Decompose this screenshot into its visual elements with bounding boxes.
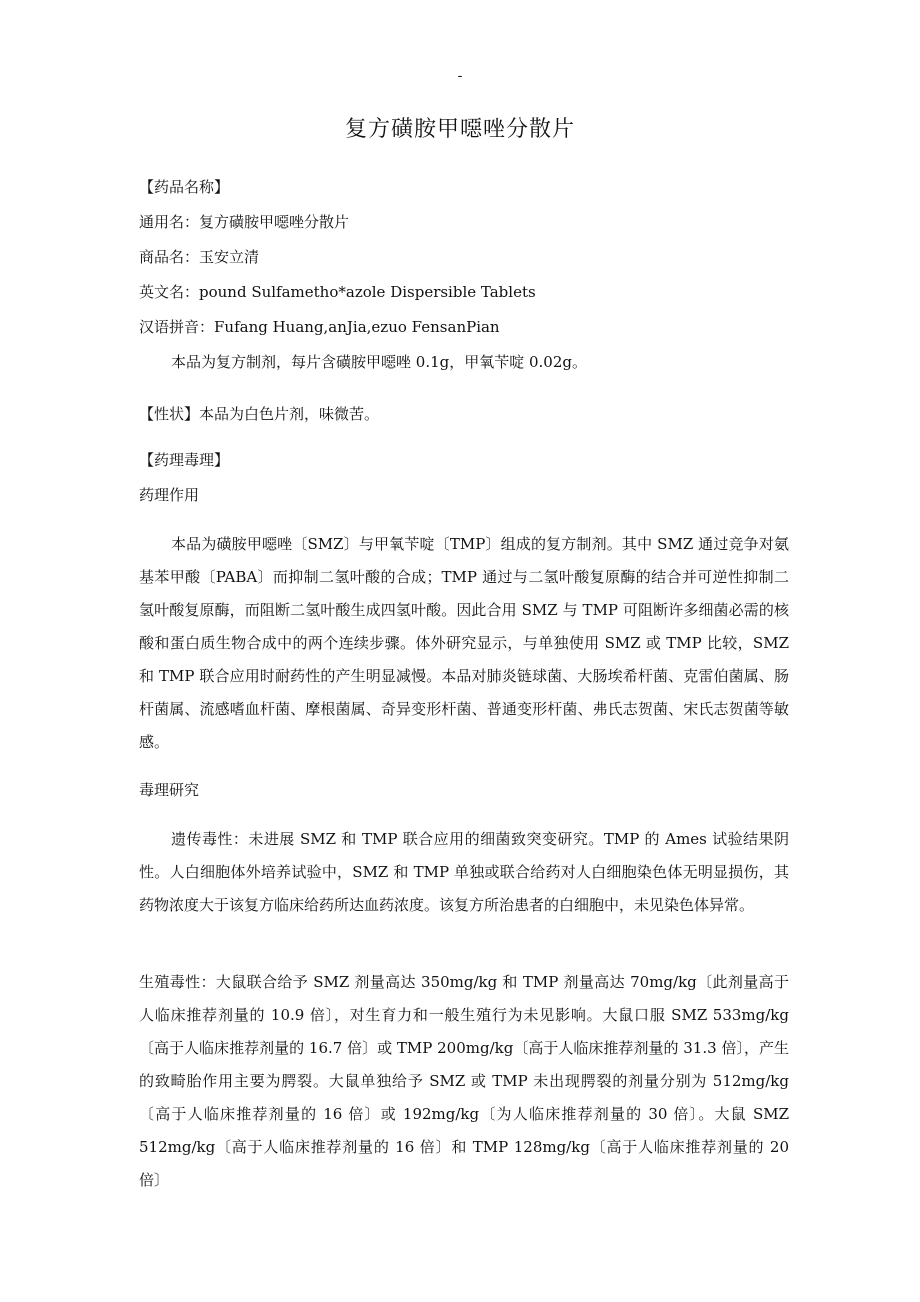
- pharmacology-text: 本品为磺胺甲噁唑〔SMZ〕与甲氧苄啶〔TMP〕组成的复方制剂。其中 SMZ 通过竞争对氨基苯甲酸〔PABA〕而抑制二氢叶酸的合成；TMP 通过与二氢叶酸复原酶的结合并可逆性抑制二氢叶酸复原酶，而阻断二氢叶酸生成四氢叶酸。因此合用 SMZ 与 TMP 可阻断许多细菌必需的核酸和蛋白质生物合成中的两个连续步骤。体外研究显示，与单独使用 SMZ 或 TMP 比较，SMZ 和 TMP 联合应用时耐药性的产生明显减慢。本品对肺炎链球菌、大肠埃希杆菌、克雷伯菌属、肠杆菌属、流感嗜血杆菌、摩根菌属、奇异变形杆菌、普通变形杆菌、弗氏志贺菌、宋氏志贺菌等敏感。: [139, 535, 789, 751]
- section-heading-drug-name: 【药品名称】: [139, 178, 230, 196]
- section-heading-pharm-tox: 【药理毒理】: [139, 451, 230, 469]
- pinyin-name: 汉语拼音：Fufang Huang,anJia,ezuo FensanPian: [139, 318, 500, 336]
- english-name: 英文名：pound Sulfametho*azole Dispersible Tablets: [139, 283, 536, 301]
- reproductive-toxicity-text: 生殖毒性：大鼠联合给予 SMZ 剂量高达 350mg/kg 和 TMP 剂量高达 70mg/kg〔此剂量高于人临床推荐剂量的 10.9 倍〕，对生育力和一般生殖行为未见影响。大鼠口服 SMZ 533mg/kg〔高于人临床推荐剂量的 16.7 倍〕或 TMP 200mg/kg〔高于人临床推荐剂量的 31.3 倍〕，产生的致畸胎作用主要为腭裂。大鼠单独给予 SMZ 或 TMP 未出现腭裂的剂量分别为 512mg/kg 〔高于人临床推荐剂量的 16 倍〕或 192mg/kg〔为人临床推荐剂量的 30 倍〕。大鼠 SMZ 512mg/kg〔高于人临床推荐剂量的 16 倍〕和 TMP 128mg/kg〔高于人临床推荐剂量的 20 倍〕: [139, 973, 789, 1189]
- document-title: 复方磺胺甲噁唑分散片: [344, 117, 575, 142]
- page-marker: -: [457, 68, 463, 84]
- composition-text: 本品为复方制剂，每片含磺胺甲噁唑 0.1g，甲氧苄啶 0.02g。: [171, 353, 587, 371]
- pharm-tox-block: [139, 443, 789, 513]
- toxicology-heading: 毒理研究: [139, 781, 200, 799]
- genotoxicity-text: 遗传毒性：未进展 SMZ 和 TMP 联合应用的细菌致突变研究。TMP 的 Ames 试验结果阴性。人白细胞体外培养试验中，SMZ 和 TMP 单独或联合给药对人白细胞染色体无明显损伤，其药物浓度大于该复方临床给药所达血药浓度。该复方所治患者的白细胞中，未见染色体异常。: [139, 830, 789, 914]
- pharmacology-heading: 药理作用: [139, 486, 200, 504]
- character-text: 【性状】本品为白色片剂，味微苦。: [139, 405, 380, 423]
- toxicology-heading-block: [139, 773, 789, 808]
- drug-name-block: [139, 170, 789, 380]
- generic-name: 通用名：复方磺胺甲噁唑分散片: [139, 213, 350, 231]
- trade-name: 商品名：玉安立清: [139, 248, 260, 266]
- character-block: [139, 397, 789, 432]
